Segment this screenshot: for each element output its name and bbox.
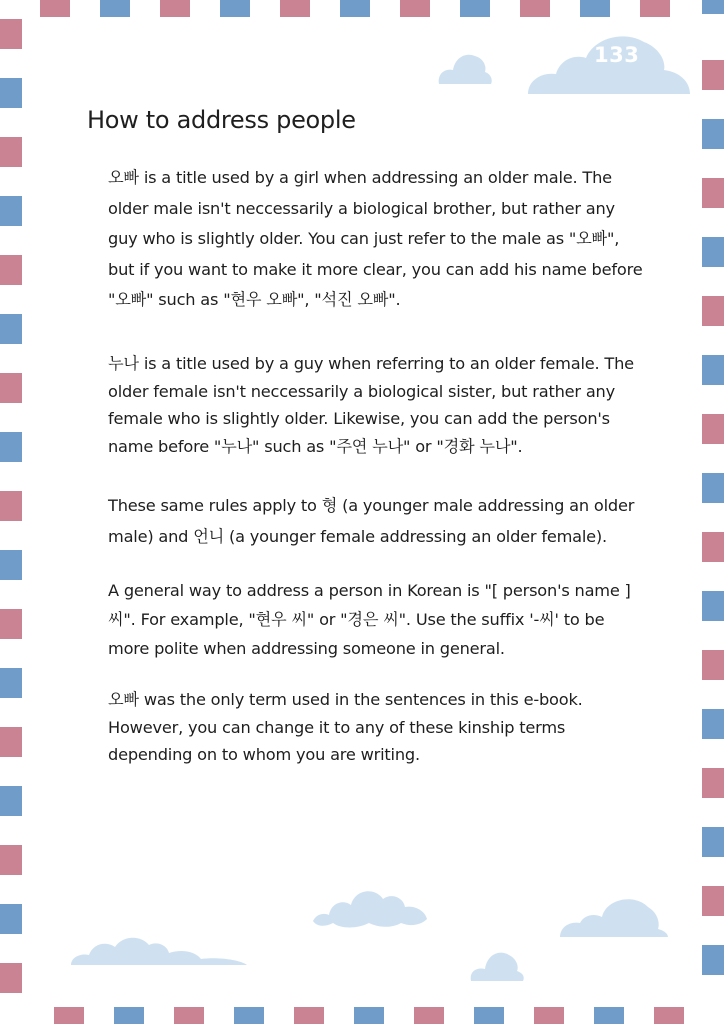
cloud-bottom-left xyxy=(69,931,249,967)
airmail-border-bottom xyxy=(0,1007,724,1024)
paragraph-hyung-unnie: These same rules apply to 형 (a younger male addressing an older male) and 언니 (a younger female addressing an older female). xyxy=(108,496,635,546)
cloud-bottom-right xyxy=(558,893,670,939)
cloud-bottom-center xyxy=(311,883,429,929)
paragraph-oppa: 오빠 is a title used by a girl when addressing an older male. The older male isn't neccessarily a biological brother, but rather any guy who is slightly older. You can just refer to the male as "오빠", but if you want to make it more clear, you can add his name before "오빠" such as "현우 오빠", "석진 오빠". xyxy=(108,168,643,309)
paragraph-nuna: 누나 is a title used by a guy when referring to an older female. The older female isn't neccessarily a biological sister, but rather any female who is slightly older. Likewise, you can add the person's name before "누나" such as "주연 누나" or "경화 누나". xyxy=(108,354,634,456)
page-number: 133 xyxy=(594,43,640,67)
cloud-top-small xyxy=(437,46,493,86)
page-title: How to address people xyxy=(87,106,356,134)
airmail-border-right xyxy=(702,0,724,1024)
airmail-border-left xyxy=(0,0,22,1024)
paragraph-ebook-note: 오빠 was the only term used in the sentences in this e-book. However, you can change it to any of these kinship terms depending on to whom you are writing. xyxy=(108,690,583,764)
paragraph-ssi: A general way to address a person in Korean is "[ person's name ] 씨". For example, "현우 씨" or "경은 씨". Use the suffix '-씨' to be more polite when addressing someone in general. xyxy=(108,581,631,658)
airmail-border-top xyxy=(0,0,724,17)
cloud-bottom-small xyxy=(469,943,525,983)
